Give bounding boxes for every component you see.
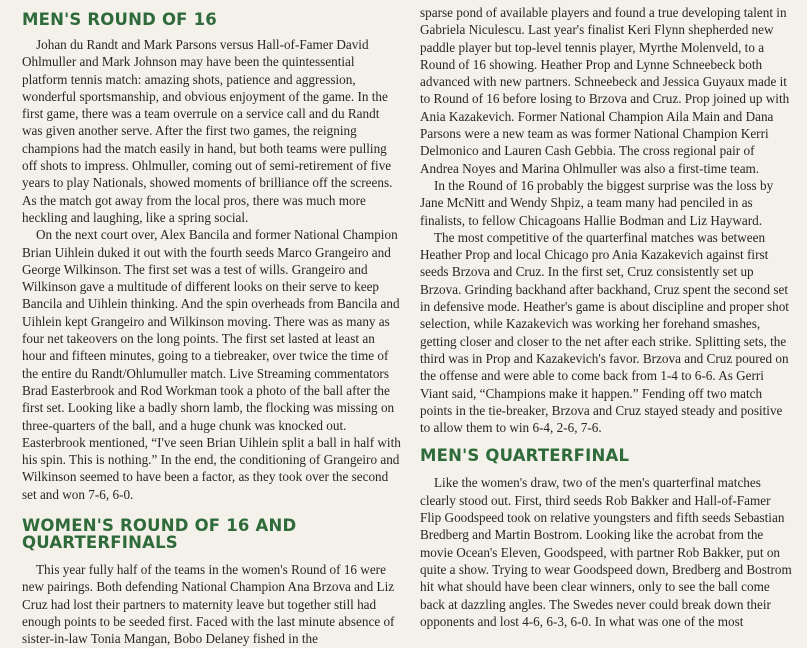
paragraph: sparse pond of available players and found a true developing talent in Gabriela Niculescu. Last year's finalist Keri Flynn shepherded new paddle player but top-level tennis player, Myrthe Molenveld, to a Round of 16 showing. Heather Prop and Lynne Schneebeck both advanced with new partners. Schneebeck and Jessica Guyaux made it to Round of 16 before losing to Brzova and Cruz. Prop joined up with Ania Kazakevich. Former National Champion Aila Main and Dana Parsons were a new team as was former National Champion Kerri Delmonico and Lauren Cash Gebbia. The cross regional pair of Andrea Noyes and Marina Ohlmuller was also a first-time team. — [420, 5, 790, 176]
paragraph: On the next court over, Alex Bancila and former National Champion Brian Uihlein duked it out with the fourth seeds Marco Grangeiro and George Wilkinson. The first set was a test of wills. Grangeiro and Wilkinson gave a multitude of different looks on their serve to keep Bancila and Uihlein thinking. And the spin overheads from Bancila and Uihlein kept Grangeiro and Wilkinson moving. There was as many as four net takeovers on the long points. The first set lasted at least an hour and fifteen minutes, going to a tiebreaker, over twice the time of the entire du Randt/Ohlumuller match. Live Streaming commentators Brad Easterbrook and Rod Workman took a photo of the ball after the first set. Looking like a badly shorn lamb, the flocking was missing on three-quarters of the ball, and a huge chunk was knocked out. Easterbrook mentioned, “I've seen Brian Uihlein split a ball in half with his spin. This is nothing.” In the end, the conditioning of Grangeiro and Wilkinson seemed to have been a factor, as they took over the second set and won 7-6, 6-0. — [22, 227, 401, 502]
paragraph: This year fully half of the teams in the women's Round of 16 were new pairings. Both defending National Champion Ana Brzova and Liz Cruz had lost their partners to maternity leave but together still had enough points to be seeded first. Faced with the last minute absence of sister-in-law Tonia Mangan, Bobo Delaney fished in the — [22, 562, 395, 647]
paragraph: In the Round of 16 probably the biggest surprise was the loss by Jane McNitt and Wendy Shpiz, a team many had penciled in as finalists, to fellow Chicagoans Hallie Bodman and Liz Hayward. — [420, 177, 774, 228]
heading-mens-round-of-16: MEN'S ROUND OF 16 — [22, 10, 217, 29]
right-column — [420, 0, 795, 630]
paragraph: Johan du Randt and Mark Parsons versus Hall-of-Famer David Ohlmuller and Mark Johnson may have been the quintessential platform tennis match: amazing shots, patience and aggression, wonderful sportsmanship, and obvious enjoyment of the game. In the first game, there was a team overrule on a service call and du Randt was given another serve. After the first two games, the reigning champions had the match easily in hand, but both teams were pulling off shots to impress. Ohlmuller, coming out of semi-retirement of five years to play Nationals, showed moments of brilliance off the screens. As the match got away from the local pros, there was much more heckling and laughing, like a spring social. — [22, 37, 393, 225]
left-column — [22, 0, 402, 648]
heading-womens-round-of-16: WOMEN'S ROUND OF 16 AND QUARTERFINALS — [22, 516, 297, 553]
paragraph: The most competitive of the quarterfinal matches was between Heather Prop and local Chicago pro Ania Kazakevich against first seeds Brzova and Cruz. In the first set, Cruz consistently set up Brzova. Grinding backhand after backhand, Cruz spent the second set in defensive mode. Heather's game is about discipline and proper shot selection, while Kazakevich was working her forehand smashes, getting closer and closer to the net after each strike. Splitting sets, the third was in Prop and Kazakevich's favor. Brzova and Cruz poured on the offense and were able to come back from 1-4 to 6-6. As Gerri Viant said, “Champions make it happen.” Fending off two match points in the tie-breaker, Brzova and Cruz stayed steady and positive to allow them to win 6-4, 2-6, 7-6. — [420, 229, 789, 436]
paragraph: Like the women's draw, two of the men's quarterfinal matches clearly stood out. First, third seeds Rob Bakker and Hall-of-Famer Flip Goodspeed took on relative youngsters and fifth seeds Sebastian Bredberg and Martin Bostrom. Looking like the acrobat from the movie Ocean's Eleven, Goodspeed, with partner Rob Bakker, put on quite a show. Trying to wear Goodspeed down, Bredberg and Bostrom hit what should have been clear winners, only to see the ball come back at dazzling angles. The Swedes never could break down their opponents and lost 4-6, 6-3, 6-0. In what was one of the most — [420, 475, 792, 629]
heading-mens-quarterfinal: MEN'S QUARTERFINAL — [420, 446, 630, 466]
